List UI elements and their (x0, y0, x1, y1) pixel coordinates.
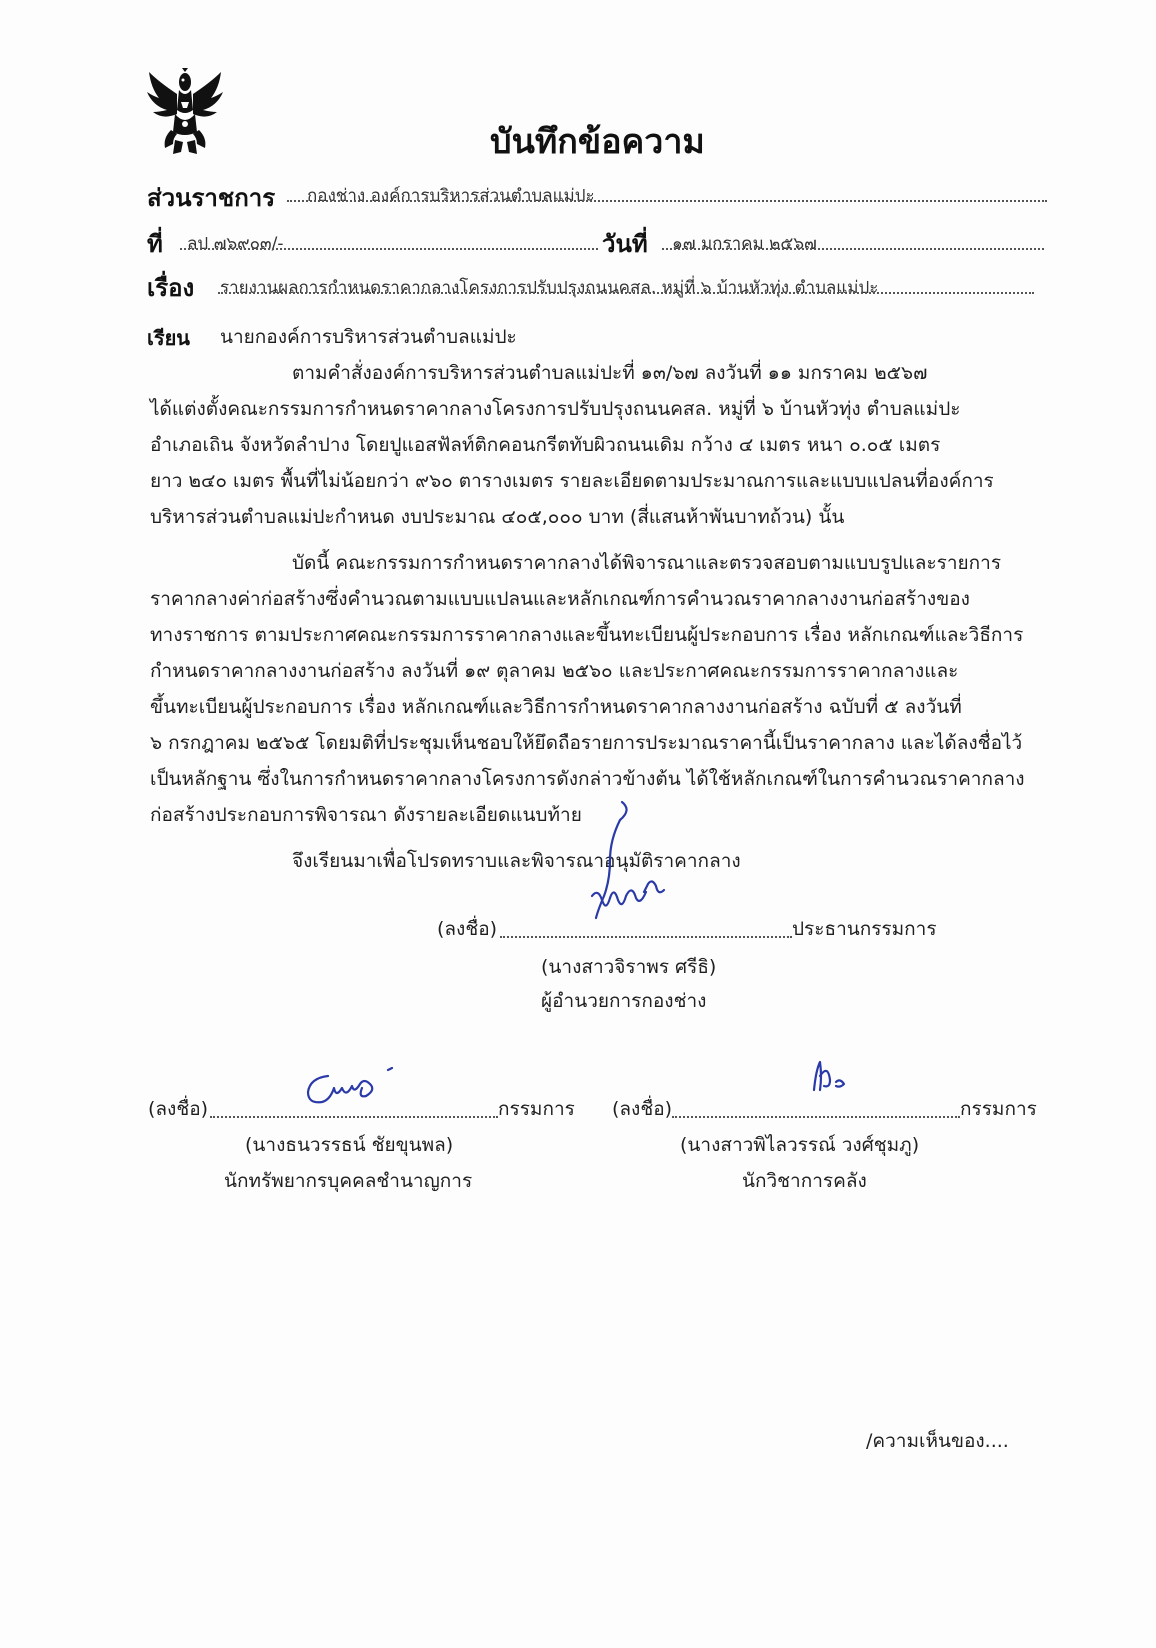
closing-line: จึงเรียนมาเพื่อโปรดทราบและพิจารณาอนุมัติราคากลาง (292, 850, 741, 872)
paragraph2-line: ทางราชการ ตามประกาศคณะกรรมการราคากลางและขึ้นทะเบียนผู้ประกอบการ เรื่อง หลักเกณฑ์และวิธีการ (150, 624, 1024, 646)
ref-dotted-line (180, 248, 598, 250)
member2-signature-icon (806, 1056, 866, 1100)
paragraph1-line: ได้แต่งตั้งคณะกรรมการกำหนดราคากลางโครงการปรับปรุงถนนคสล. หมู่ที่ ๖ บ้านหัวทุ่ง ตำบลแม่ปะ (150, 398, 961, 420)
date-label: วันที่ (602, 230, 648, 258)
document-title: บันทึกข้อความ (490, 122, 705, 162)
member1-sign-dotted-line (210, 1116, 498, 1118)
to-value: นายกองค์การบริหารส่วนตำบลแม่ปะ (220, 326, 517, 348)
continued-note: /ความเห็นของ.... (866, 1430, 1009, 1452)
paragraph2-line: ก่อสร้างประกอบการพิจารณา ดังรายละเอียดแนบท้าย (150, 804, 582, 826)
chair-name: (นางสาวจิราพร ศรีธิ) (541, 956, 717, 978)
member2-name: (นางสาวพิไลวรรณ์ วงศ์ชุมภู) (680, 1134, 920, 1156)
chair-sign-prefix: (ลงชื่อ) (437, 918, 498, 940)
member1-sign-prefix: (ลงชื่อ) (148, 1098, 209, 1120)
agency-dotted-line (287, 200, 1047, 202)
member2-sign-dotted-line (672, 1116, 960, 1118)
date-dotted-line (662, 248, 1044, 250)
member2-title: นักวิชาการคลัง (742, 1170, 867, 1192)
agency-label: ส่วนราชการ (147, 184, 276, 212)
member2-role: กรรมการ (960, 1098, 1037, 1120)
garuda-emblem-icon (145, 68, 225, 156)
member1-signature-icon (300, 1064, 410, 1114)
subject-label: เรื่อง (147, 274, 195, 302)
paragraph2-line: บัดนี้ คณะกรรมการกำหนดราคากลางได้พิจารณาและตรวจสอบตามแบบรูปและรายการ (292, 552, 1002, 574)
paragraph1-line: ตามคำสั่งองค์การบริหารส่วนตำบลแม่ปะที่ ๑๓/๖๗ ลงวันที่ ๑๑ มกราคม ๒๕๖๗ (292, 362, 928, 384)
chair-signature-icon (580, 800, 690, 930)
ref-label: ที่ (147, 230, 163, 258)
member1-title: นักทรัพยากรบุคคลชำนาญการ (224, 1170, 473, 1192)
paragraph2-line: ๖ กรกฎาคม ๒๕๖๕ โดยมติที่ประชุมเห็นชอบให้ยึดถือรายการประมาณราคานี้เป็นราคากลาง และได้ลงชื่อไว้ (150, 732, 1023, 754)
date-value: ๑๗ มกราคม ๒๕๖๗ (672, 234, 817, 254)
paragraph1-line: อำเภอเถิน จังหวัดลำปาง โดยปูแอสฟัลท์ติกคอนกรีตทับผิวถนนเดิม กว้าง ๔ เมตร หนา ๐.๐๕ เมตร (150, 434, 941, 456)
paragraph2-line: ขึ้นทะเบียนผู้ประกอบการ เรื่อง หลักเกณฑ์และวิธีการกำหนดราคากลางงานก่อสร้าง ฉบับที่ ๕ ลงวันที่ (150, 696, 962, 718)
paragraph1-line: บริหารส่วนตำบลแม่ปะกำหนด งบประมาณ ๔๐๕,๐๐๐ บาท (สี่แสนห้าพันบาทถ้วน) นั้น (150, 506, 845, 528)
subject-value: รายงานผลการกำหนดราคากลางโครงการปรับปรุงถนนคสล. หมู่ที่ ๖ บ้านหัวทุ่ง ตำบลแม่ปะ (220, 278, 879, 298)
to-label: เรียน (147, 326, 190, 350)
chair-sign-dotted-line (500, 936, 792, 938)
paragraph2-line: เป็นหลักฐาน ซึ่งในการกำหนดราคากลางโครงการดังกล่าวข้างต้น ได้ใช้หลักเกณฑ์ในการคำนวณราคากลาง (150, 768, 1025, 790)
agency-value: กองช่าง องค์การบริหารส่วนตำบลแม่ปะ (307, 186, 595, 206)
paragraph2-line: กำหนดราคากลางงานก่อสร้าง ลงวันที่ ๑๙ ตุลาคม ๒๕๖๐ และประกาศคณะกรรมการราคากลางและ (150, 660, 959, 682)
ref-value: ลป ๗๖๙๐๓/- (187, 234, 284, 254)
paragraph2-line: ราคากลางค่าก่อสร้างซึ่งคำนวณตามแบบแปลนและหลักเกณฑ์การคำนวณราคากลางงานก่อสร้างของ (150, 588, 970, 610)
subject-dotted-line (218, 292, 1034, 294)
member1-name: (นางธนวรรธน์ ชัยขุนพล) (245, 1134, 454, 1156)
chair-title: ผู้อำนวยการกองช่าง (541, 990, 707, 1012)
chair-role: ประธานกรรมการ (792, 918, 937, 940)
paragraph1-line: ยาว ๒๔๐ เมตร พื้นที่ไม่น้อยกว่า ๙๖๐ ตารางเมตร รายละเอียดตามประมาณการและแบบแปลนที่องค์การ (150, 470, 994, 492)
member1-role: กรรมการ (498, 1098, 575, 1120)
member2-sign-prefix: (ลงชื่อ) (612, 1098, 673, 1120)
